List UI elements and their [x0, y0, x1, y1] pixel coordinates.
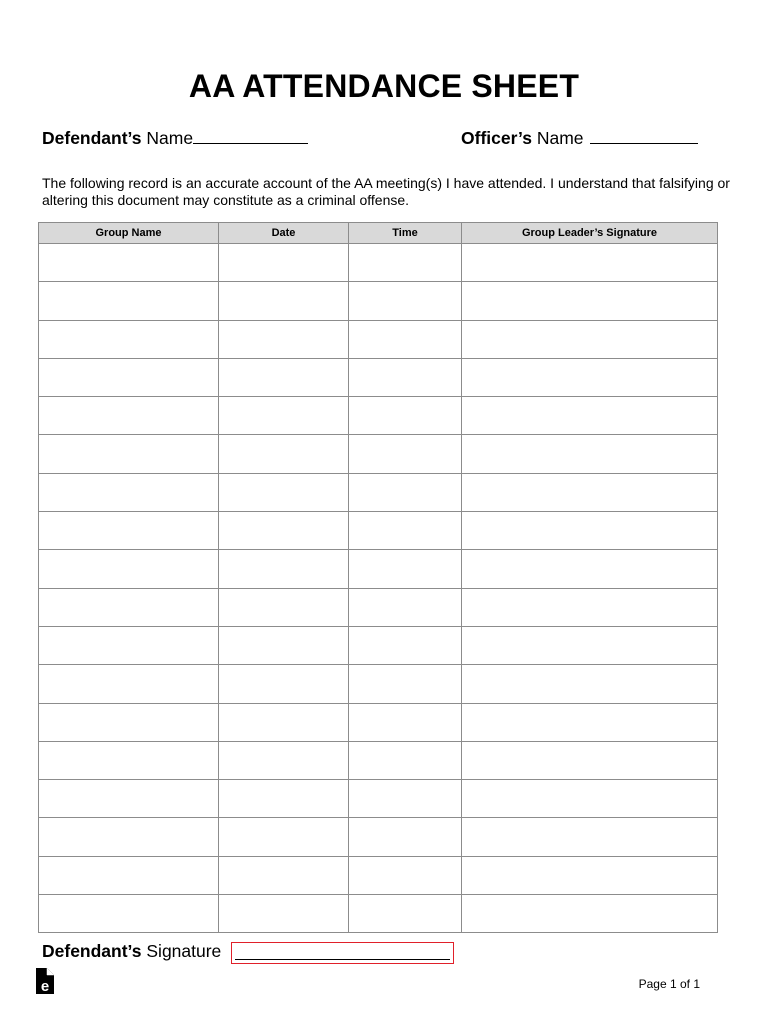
cell-date[interactable]	[219, 320, 349, 358]
officer-name-line	[461, 128, 698, 149]
cell-group-name[interactable]	[39, 358, 219, 396]
signature-underline	[235, 959, 450, 960]
cell-time[interactable]	[349, 780, 462, 818]
table-row	[39, 397, 718, 435]
cell-group-leader-signature[interactable]	[462, 588, 718, 626]
cell-time[interactable]	[349, 741, 462, 779]
column-header-group-name: Group Name	[39, 223, 219, 244]
cell-date[interactable]	[219, 665, 349, 703]
cell-date[interactable]	[219, 244, 349, 282]
defendant-name-field[interactable]	[193, 129, 308, 144]
cell-time[interactable]	[349, 320, 462, 358]
cell-group-name[interactable]	[39, 665, 219, 703]
cell-group-name[interactable]	[39, 397, 219, 435]
cell-group-leader-signature[interactable]	[462, 244, 718, 282]
table-row	[39, 588, 718, 626]
cell-group-leader-signature[interactable]	[462, 397, 718, 435]
column-header-time: Time	[349, 223, 462, 244]
officer-name-field[interactable]	[590, 129, 698, 144]
cell-date[interactable]	[219, 741, 349, 779]
table-row	[39, 856, 718, 894]
table-row	[39, 703, 718, 741]
cell-group-name[interactable]	[39, 703, 219, 741]
cell-time[interactable]	[349, 435, 462, 473]
cell-group-name[interactable]	[39, 818, 219, 856]
cell-date[interactable]	[219, 435, 349, 473]
cell-date[interactable]	[219, 282, 349, 320]
defendant-signature-field[interactable]	[231, 942, 454, 964]
cell-time[interactable]	[349, 665, 462, 703]
cell-group-leader-signature[interactable]	[462, 818, 718, 856]
table-row	[39, 818, 718, 856]
cell-group-leader-signature[interactable]	[462, 512, 718, 550]
cell-group-name[interactable]	[39, 895, 219, 933]
defendant-name-label-bold: Defendant’s	[42, 128, 142, 148]
table-row	[39, 780, 718, 818]
cell-time[interactable]	[349, 244, 462, 282]
cell-group-leader-signature[interactable]	[462, 741, 718, 779]
cell-group-leader-signature[interactable]	[462, 473, 718, 511]
cell-group-name[interactable]	[39, 244, 219, 282]
cell-group-name[interactable]	[39, 588, 219, 626]
svg-text:e: e	[40, 978, 50, 994]
cell-group-name[interactable]	[39, 473, 219, 511]
cell-group-name[interactable]	[39, 550, 219, 588]
cell-group-name[interactable]	[39, 856, 219, 894]
cell-group-name[interactable]	[39, 626, 219, 664]
table-row	[39, 473, 718, 511]
cell-time[interactable]	[349, 550, 462, 588]
cell-date[interactable]	[219, 856, 349, 894]
cell-group-leader-signature[interactable]	[462, 550, 718, 588]
cell-time[interactable]	[349, 358, 462, 396]
officer-name-label-bold: Officer’s	[461, 128, 532, 148]
cell-date[interactable]	[219, 895, 349, 933]
cell-time[interactable]	[349, 512, 462, 550]
cell-time[interactable]	[349, 282, 462, 320]
cell-group-leader-signature[interactable]	[462, 320, 718, 358]
cell-group-leader-signature[interactable]	[462, 626, 718, 664]
defendant-signature-line	[42, 941, 221, 962]
cell-date[interactable]	[219, 397, 349, 435]
cell-date[interactable]	[219, 703, 349, 741]
cell-time[interactable]	[349, 895, 462, 933]
officer-name-label: Name	[532, 128, 584, 148]
document-e-logo-icon	[36, 968, 54, 994]
table-row	[39, 665, 718, 703]
cell-group-leader-signature[interactable]	[462, 282, 718, 320]
cell-date[interactable]	[219, 473, 349, 511]
cell-time[interactable]	[349, 588, 462, 626]
intro-statement: The following record is an accurate account of the AA meeting(s) I have attended. I understand that falsifying or altering this document may constitute as a criminal offense.	[42, 175, 730, 208]
cell-group-name[interactable]	[39, 320, 219, 358]
table-body	[39, 244, 718, 933]
table-row	[39, 895, 718, 933]
cell-time[interactable]	[349, 397, 462, 435]
cell-group-leader-signature[interactable]	[462, 895, 718, 933]
table-row	[39, 512, 718, 550]
cell-group-name[interactable]	[39, 741, 219, 779]
cell-group-leader-signature[interactable]	[462, 780, 718, 818]
defendant-name-line	[42, 128, 308, 149]
cell-time[interactable]	[349, 626, 462, 664]
cell-group-name[interactable]	[39, 512, 219, 550]
cell-time[interactable]	[349, 473, 462, 511]
defendant-name-label: Name	[141, 128, 194, 148]
column-header-group-leader-signature: Group Leader’s Signature	[462, 223, 718, 244]
table-row	[39, 741, 718, 779]
cell-group-name[interactable]	[39, 435, 219, 473]
cell-group-name[interactable]	[39, 780, 219, 818]
table-row	[39, 550, 718, 588]
cell-group-leader-signature[interactable]	[462, 665, 718, 703]
table-row	[39, 435, 718, 473]
table-row	[39, 320, 718, 358]
defendant-signature-label: Signature	[141, 941, 222, 961]
table-header-row	[39, 223, 718, 244]
cell-time[interactable]	[349, 818, 462, 856]
cell-date[interactable]	[219, 550, 349, 588]
table-row	[39, 358, 718, 396]
cell-group-leader-signature[interactable]	[462, 435, 718, 473]
column-header-date: Date	[219, 223, 349, 244]
cell-date[interactable]	[219, 512, 349, 550]
page-number: Page 1 of 1	[638, 977, 700, 991]
cell-group-leader-signature[interactable]	[462, 703, 718, 741]
cell-group-leader-signature[interactable]	[462, 856, 718, 894]
attendance-table	[38, 222, 718, 933]
cell-date[interactable]	[219, 818, 349, 856]
cell-date[interactable]	[219, 780, 349, 818]
table-row	[39, 626, 718, 664]
cell-time[interactable]	[349, 856, 462, 894]
cell-group-name[interactable]	[39, 282, 219, 320]
cell-group-leader-signature[interactable]	[462, 358, 718, 396]
defendant-signature-label-bold: Defendant’s	[42, 941, 142, 961]
table-row	[39, 244, 718, 282]
page-title: AA ATTENDANCE SHEET	[188, 68, 580, 104]
cell-date[interactable]	[219, 588, 349, 626]
cell-date[interactable]	[219, 626, 349, 664]
table-row	[39, 282, 718, 320]
cell-time[interactable]	[349, 703, 462, 741]
cell-date[interactable]	[219, 358, 349, 396]
